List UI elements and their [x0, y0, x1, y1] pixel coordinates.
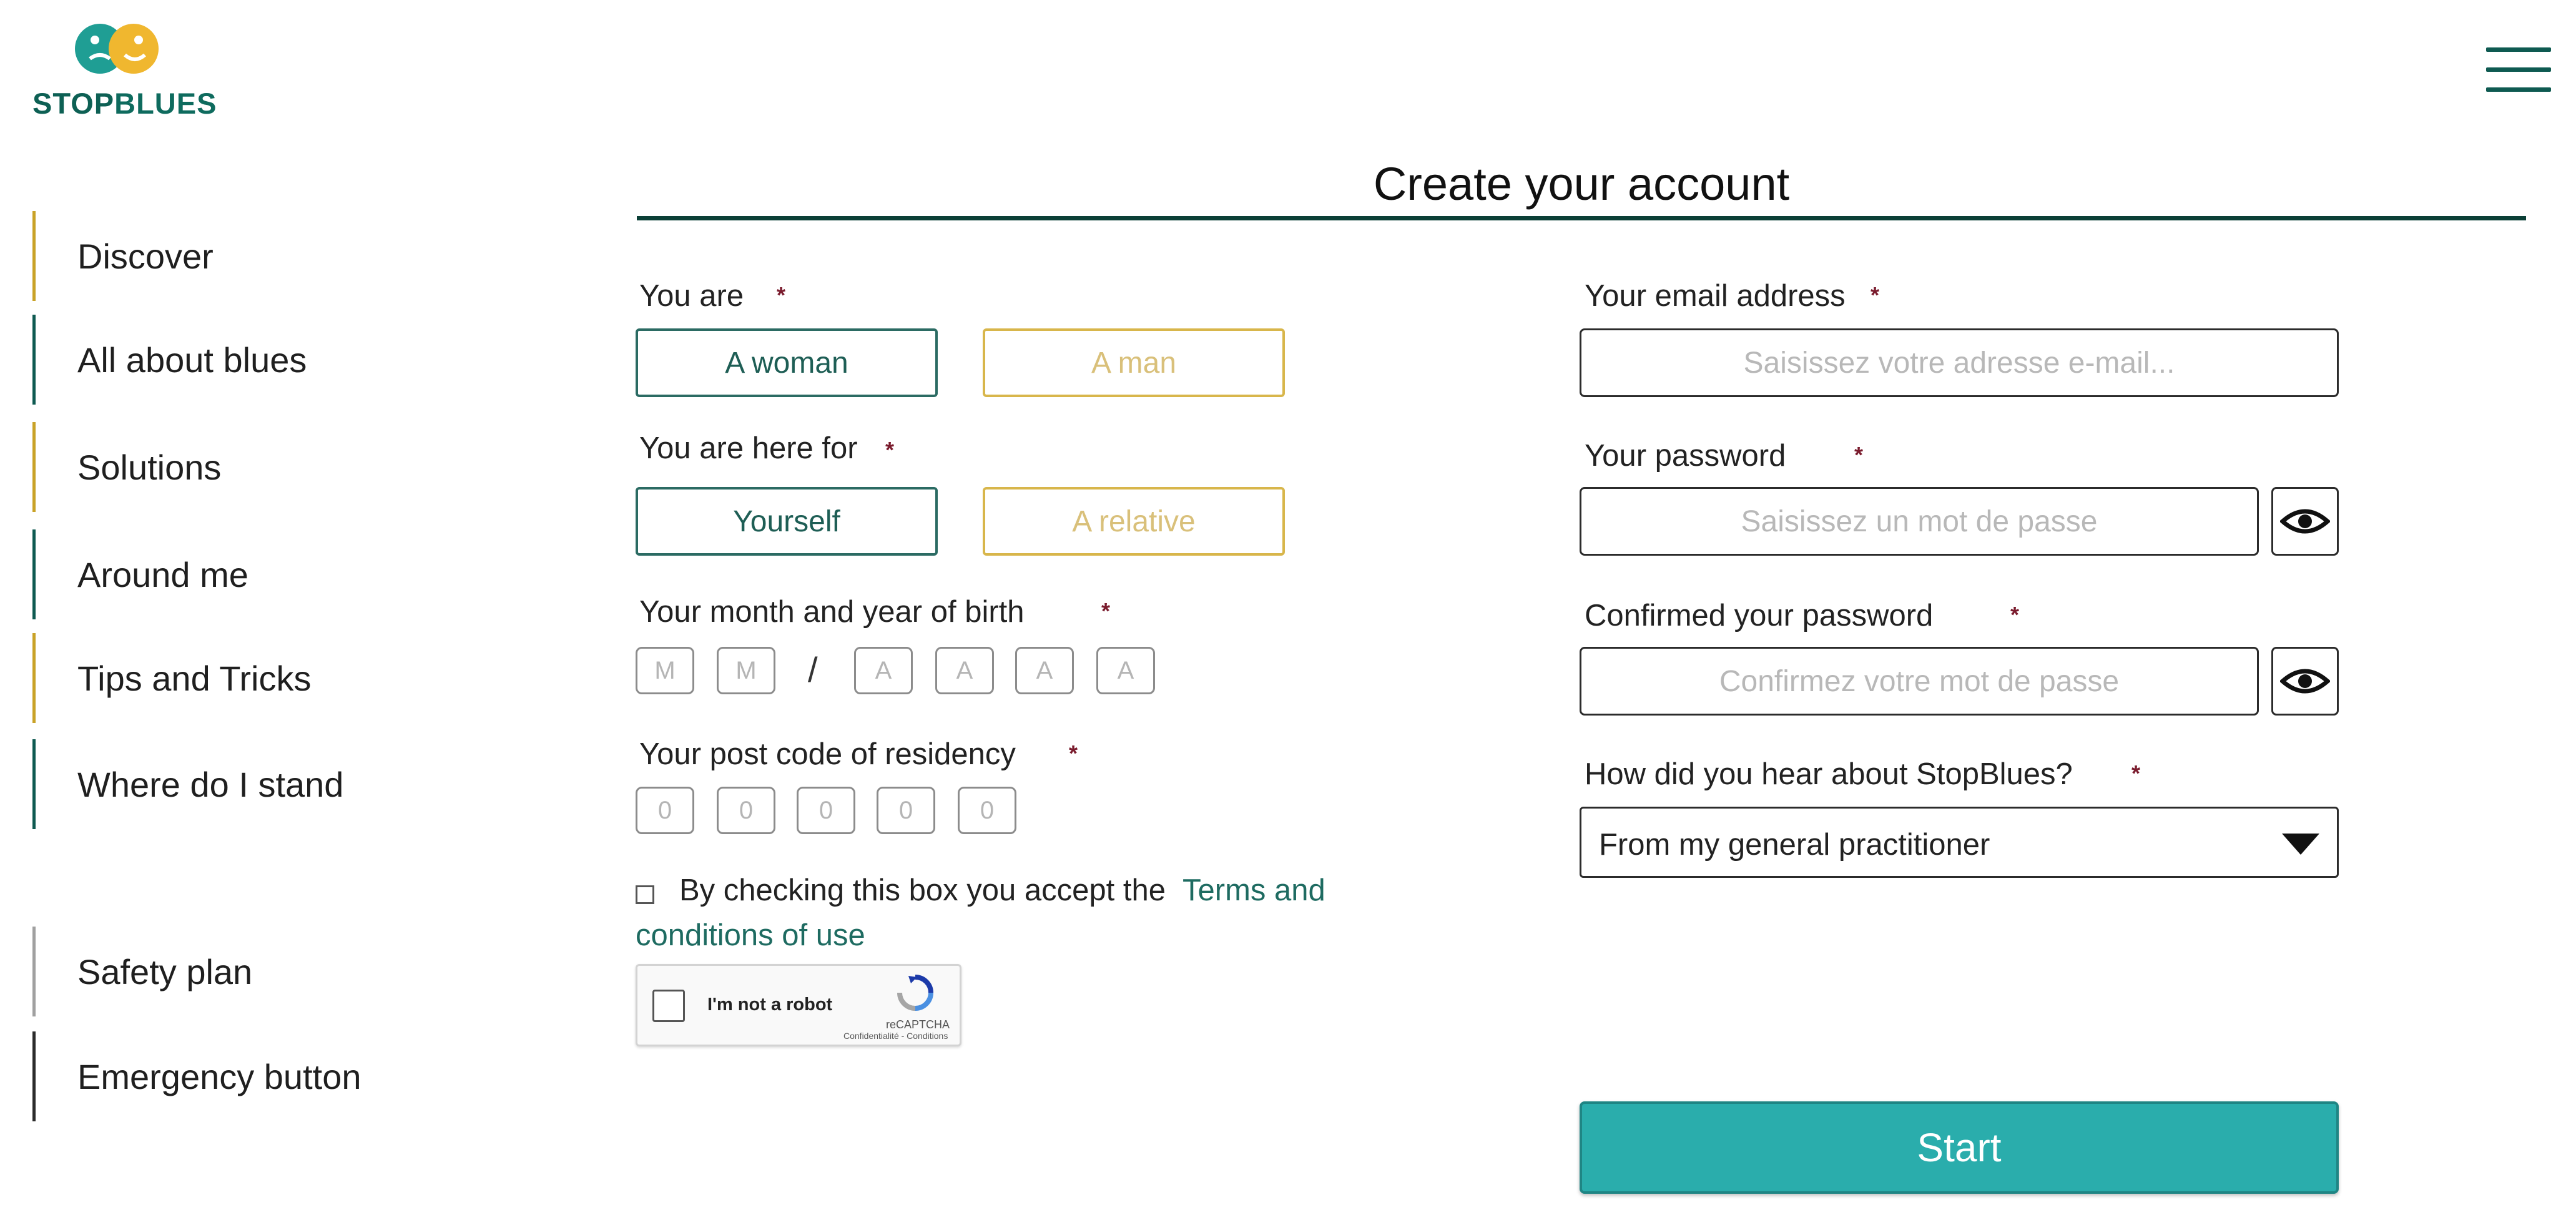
- sidebar-item-label: All about blues: [77, 340, 307, 380]
- required-marker: *: [1101, 598, 1111, 624]
- sidebar-item-label: Safety plan: [77, 952, 253, 991]
- required-marker: *: [777, 282, 786, 308]
- postcode-digit-5[interactable]: 0: [958, 787, 1016, 834]
- here-for-label: You are here for: [639, 431, 858, 465]
- show-password-button[interactable]: [2271, 487, 2339, 556]
- email-label: Your email address: [1585, 279, 1846, 313]
- confirm-password-field[interactable]: Confirmez votre mot de passe: [1580, 647, 2259, 716]
- sidebar-item-label: Solutions: [77, 447, 222, 487]
- birth-month-digit-1[interactable]: M: [636, 647, 694, 694]
- start-button[interactable]: Start: [1580, 1101, 2339, 1194]
- birth-year-digit-2[interactable]: A: [935, 647, 994, 694]
- stopblues-logo[interactable]: [32, 19, 220, 119]
- password-label: Your password: [1585, 439, 1786, 473]
- option-yourself[interactable]: Yourself: [636, 487, 938, 556]
- sidebar-item-label: Tips and Tricks: [77, 658, 312, 698]
- heard-about-label: How did you hear about StopBlues?: [1585, 757, 2073, 791]
- recaptcha-checkbox[interactable]: [652, 990, 685, 1022]
- show-confirm-password-button[interactable]: [2271, 647, 2339, 716]
- logo-wordmark: STOPBLUES: [32, 87, 217, 120]
- eye-icon: [2280, 506, 2330, 536]
- terms-link-continued[interactable]: conditions of use: [636, 918, 865, 952]
- option-a-man[interactable]: A man: [983, 328, 1285, 397]
- recaptcha-icon: [896, 973, 935, 1012]
- postcode-digit-4[interactable]: 0: [877, 787, 935, 834]
- birth-month-digit-2[interactable]: M: [717, 647, 775, 694]
- password-field[interactable]: Saisissez un mot de passe: [1580, 487, 2259, 556]
- birth-year-digit-1[interactable]: A: [854, 647, 913, 694]
- required-marker: *: [2131, 760, 2141, 786]
- confirm-password-label: Confirmed your password: [1585, 599, 1934, 632]
- email-field[interactable]: Saisissez votre adresse e-mail...: [1580, 328, 2339, 397]
- recaptcha-terms-links[interactable]: Confidentialité - Conditions: [843, 1031, 948, 1041]
- postcode-digit-1[interactable]: 0: [636, 787, 694, 834]
- logo-faces-icon: [71, 19, 165, 81]
- sidebar-item-label: Discover: [77, 236, 214, 276]
- birth-year-digit-3[interactable]: A: [1015, 647, 1074, 694]
- required-marker: *: [2010, 602, 2020, 627]
- postcode-label: Your post code of residency: [639, 737, 1016, 771]
- postcode-digit-3[interactable]: 0: [797, 787, 855, 834]
- terms-checkbox[interactable]: [636, 885, 654, 904]
- birth-year-digit-4[interactable]: A: [1096, 647, 1155, 694]
- option-a-relative[interactable]: A relative: [983, 487, 1285, 556]
- recaptcha-widget: [636, 964, 961, 1046]
- required-marker: *: [1069, 740, 1078, 766]
- recaptcha-brand: reCAPTCHA: [886, 1018, 950, 1031]
- sidebar-item-label: Emergency button: [77, 1056, 361, 1096]
- title-divider: [637, 216, 2526, 220]
- postcode-digit-2[interactable]: 0: [717, 787, 775, 834]
- option-a-woman[interactable]: A woman: [636, 328, 938, 397]
- sidebar-item-label: Around me: [77, 554, 248, 594]
- required-marker: *: [885, 437, 895, 463]
- caret-down-icon: [2282, 834, 2319, 855]
- heard-about-select[interactable]: [1580, 807, 2339, 878]
- eye-icon: [2280, 666, 2330, 696]
- terms-text: By checking this box you accept the: [679, 873, 1166, 907]
- sidebar-item-label: Where do I stand: [77, 764, 344, 804]
- recaptcha-label: I'm not a robot: [707, 995, 833, 1015]
- heard-about-selected: From my general practitioner: [1599, 828, 1990, 862]
- birth-label: Your month and year of birth: [639, 595, 1025, 629]
- page-title: Create your account: [1373, 158, 1790, 210]
- you-are-label: You are: [639, 279, 744, 313]
- terms-link[interactable]: Terms and: [1182, 873, 1325, 907]
- required-marker: *: [1854, 442, 1864, 468]
- date-separator: /: [808, 650, 818, 689]
- required-marker: *: [1871, 282, 1880, 308]
- hamburger-menu-icon[interactable]: [2486, 45, 2551, 94]
